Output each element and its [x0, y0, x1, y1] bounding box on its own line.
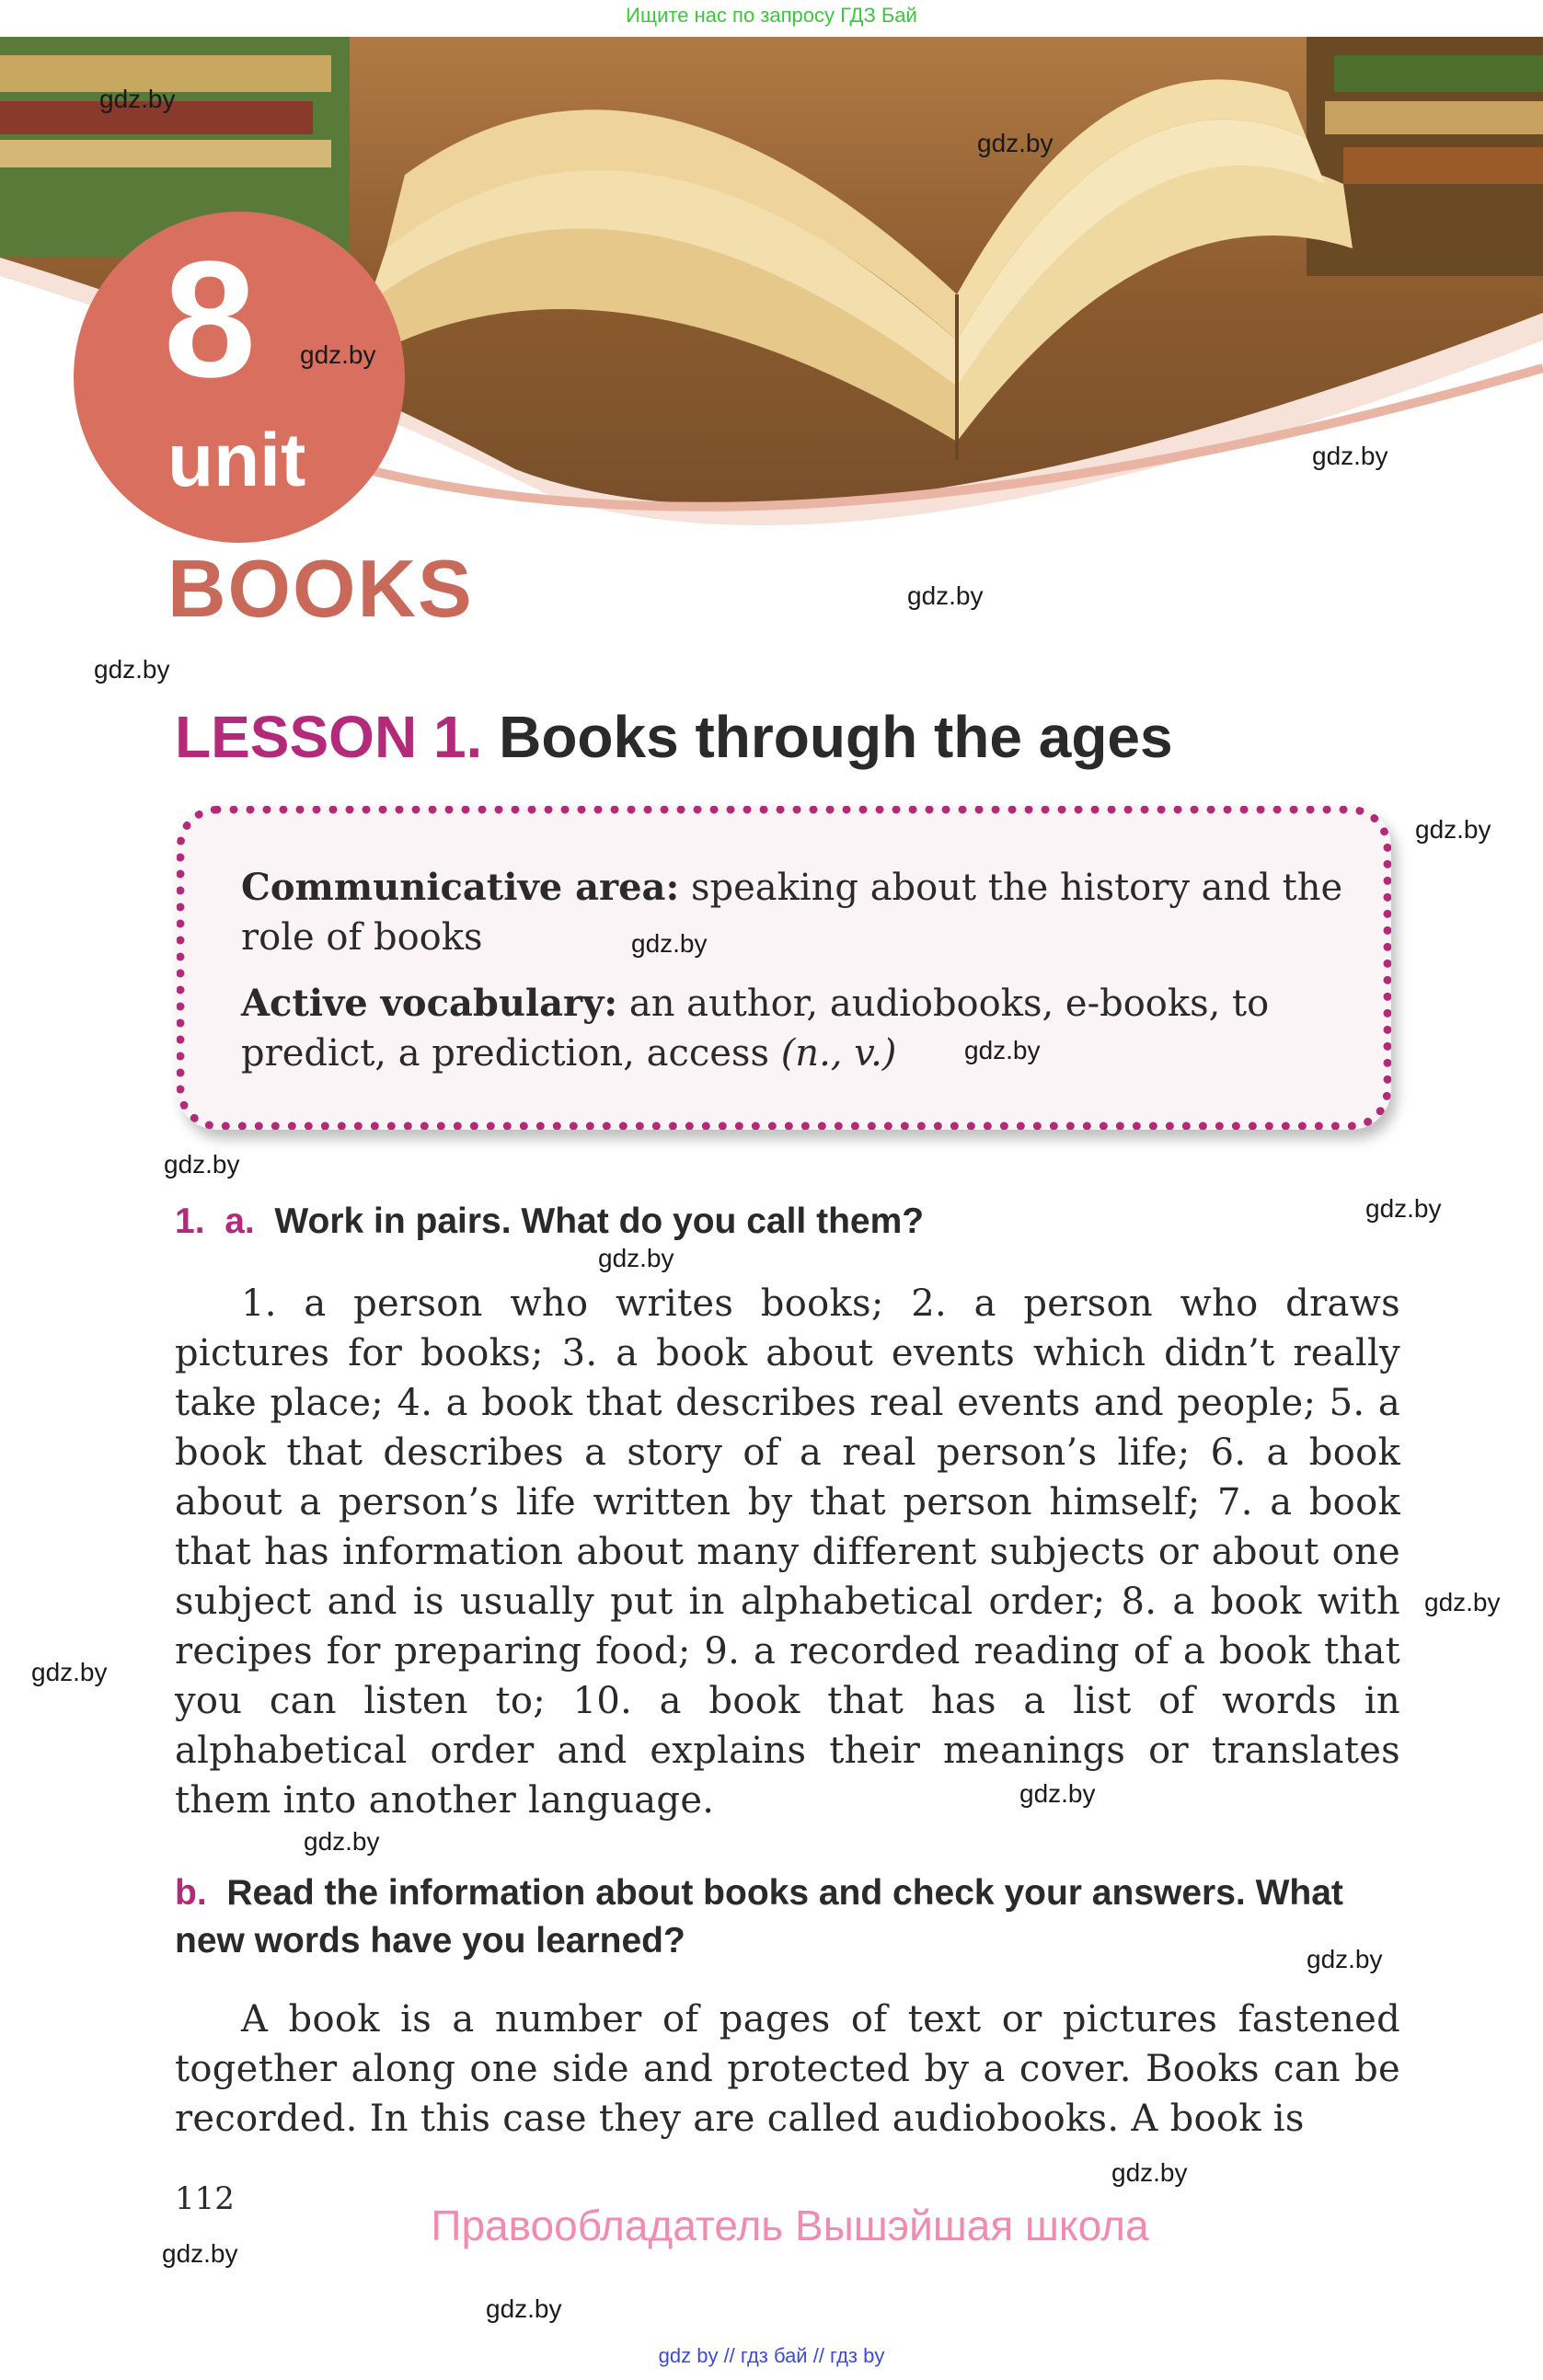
watermark: gdz.by — [94, 655, 170, 684]
vocabulary-parts: (n., v.) — [780, 1032, 897, 1075]
task-1b-text: A book is a number of pages of text or pictures fastened together along one side and protected by a cover. Books can be recorded. In this case they are called audiobooks. A book is — [175, 1998, 1400, 2140]
watermark: gdz.by — [907, 581, 984, 610]
watermark: gdz.by — [304, 1827, 380, 1856]
watermark: gdz.by — [1365, 1194, 1442, 1223]
communicative-area — [241, 863, 1354, 962]
task-letter: b. — [175, 1873, 207, 1913]
watermark: gdz.by — [598, 1244, 674, 1272]
page-number: 112 — [175, 2180, 235, 2217]
watermark: gdz.by — [99, 85, 176, 113]
task-letter: a. — [225, 1201, 255, 1241]
watermark: gdz.by — [486, 2294, 562, 2323]
vocabulary-label: Active vocabulary: — [241, 982, 618, 1025]
watermark: gdz.by — [1312, 442, 1388, 470]
watermark: gdz.by — [1307, 1945, 1383, 1973]
watermark: gdz.by — [1111, 2158, 1188, 2187]
banner-image — [0, 37, 1543, 626]
watermark: gdz.by — [964, 1036, 1041, 1064]
task-number: 1. — [175, 1201, 205, 1241]
communicative-label: Communicative area: — [241, 866, 680, 909]
copyright-notice: Правообладатель Вышэйшая школа — [431, 2202, 1149, 2249]
watermark: gdz.by — [300, 340, 376, 369]
unit-title: BOOKS — [167, 543, 474, 626]
task-1b-heading — [175, 1869, 1408, 1965]
communicative-text: speaking about the history and the role of books — [241, 867, 1343, 959]
watermark: gdz.by — [631, 929, 708, 958]
search-note: Ищите нас по запросу ГДЗ Бай — [626, 4, 917, 27]
task-1a-text: 1. a person who writes books; 2. a person who draws pictures for books; 3. a book about events which didn’t really take place; 4. a book that describes real events and people; 5. a book that describes a story of a real person’s life; 6. a book about a person’s life written by that person himself; 7. a book that has information about many different subjects or about one subject and is usually put in alphabetical order; 8. a book with recipes for preparing food; 9. a recorded reading of a book that you can listen to; 10. a book that has a list of words in alphabetical order and explains their meanings or translates them into another language. — [175, 1282, 1400, 1822]
watermark: gdz.by — [1424, 1588, 1501, 1616]
task-instruction: Read the information about books and check your answers. What new words have you learned? — [175, 1873, 1343, 1960]
lesson-name: Books through the ages — [499, 704, 1173, 770]
unit-label: unit — [167, 419, 306, 502]
unit-number: 8 — [164, 227, 257, 412]
bottom-links[interactable]: gdz by // гдз бай // гдз by — [658, 2344, 885, 2367]
task-1a-heading — [175, 1198, 924, 1246]
lesson-objectives-box — [177, 806, 1391, 1130]
watermark: gdz.by — [162, 2239, 238, 2268]
active-vocabulary — [241, 979, 1354, 1078]
task-instruction: Work in pairs. What do you call them? — [274, 1201, 925, 1241]
vocabulary-text: an author, audiobooks, e-books, to predict, a prediction, access — [241, 983, 1270, 1075]
watermark: gdz.by — [1019, 1779, 1096, 1808]
lesson-title — [175, 703, 1173, 771]
watermark: gdz.by — [31, 1658, 108, 1686]
watermark: gdz.by — [164, 1150, 240, 1179]
lesson-number: LESSON 1. — [175, 704, 483, 770]
watermark: gdz.by — [977, 129, 1054, 157]
watermark: gdz.by — [1415, 815, 1491, 844]
